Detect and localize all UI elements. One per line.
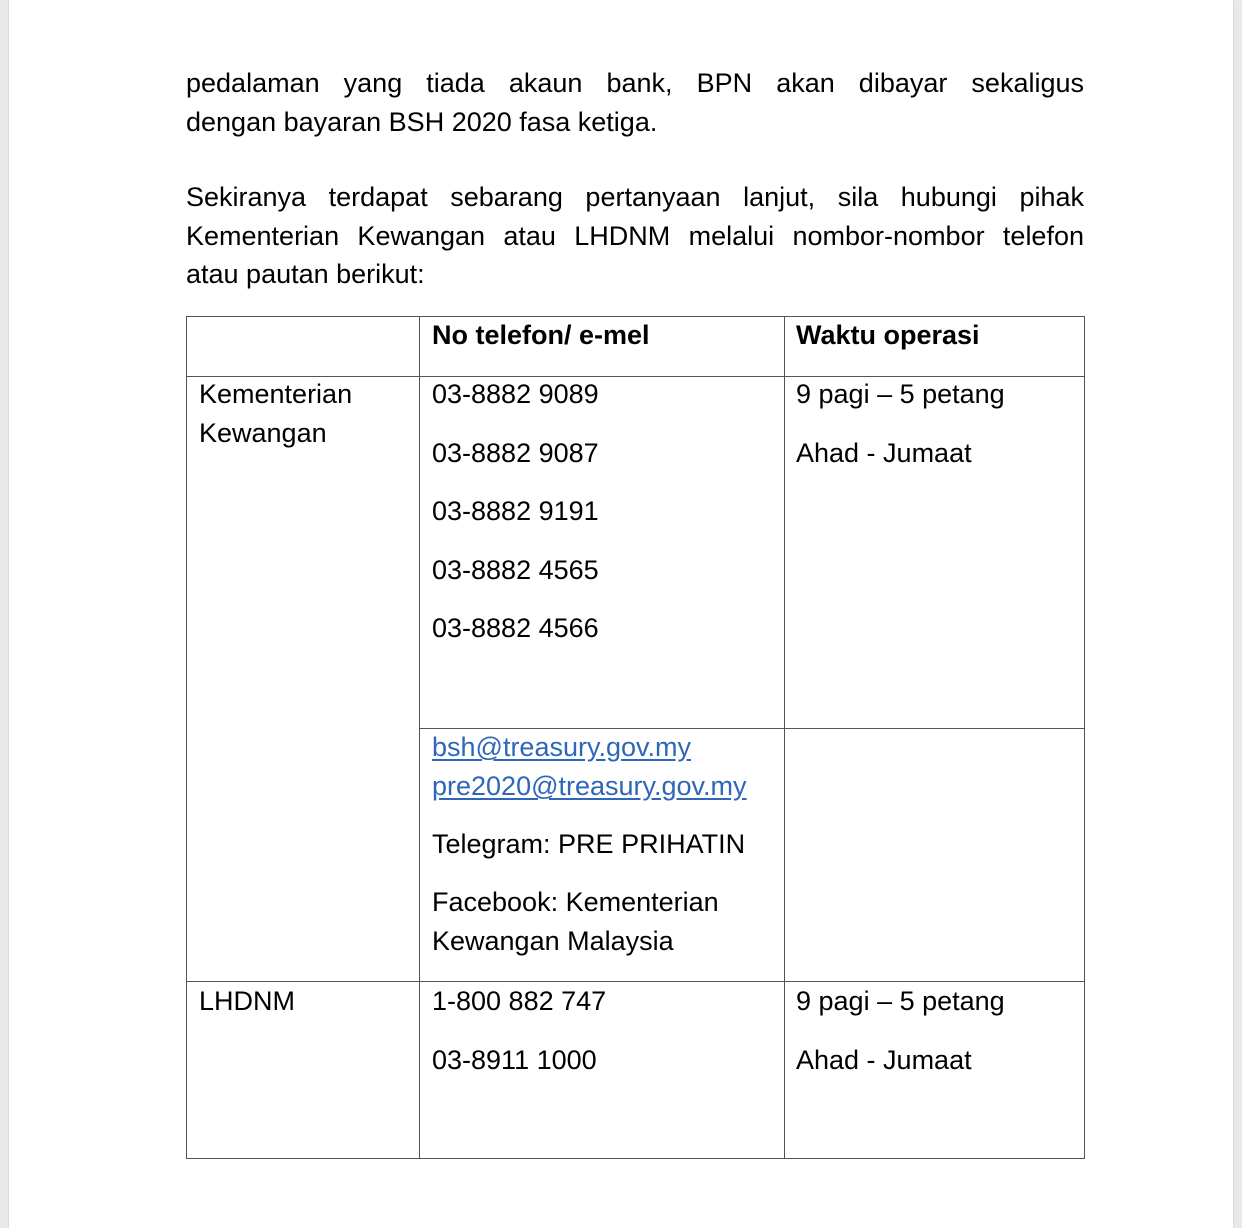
mof-phone-2: 03-8882 9087	[432, 438, 599, 468]
paragraph-line: atau pautan berikut:	[186, 259, 425, 290]
contact-table	[186, 316, 1085, 1159]
mof-name-line2: Kewangan	[199, 418, 327, 448]
paragraph-line: dengan bayaran BSH 2020 fasa ketiga.	[186, 106, 658, 137]
email-link-bsh[interactable]: bsh@treasury.gov.my	[432, 732, 691, 762]
lhdnm-hours-days: Ahad - Jumaat	[796, 1045, 972, 1075]
lhdnm-hours-time: 9 pagi – 5 petang	[796, 986, 1005, 1016]
facebook-contact-line1: Facebook: Kementerian	[432, 887, 719, 917]
mof-phone-5: 03-8882 4566	[432, 613, 599, 643]
paragraph-payment-note	[186, 64, 1084, 141]
email-link-pre2020[interactable]: pre2020@treasury.gov.my	[432, 771, 747, 801]
paragraph-line: pedalaman yang tiada akaun bank, BPN akan dibayar sekaligus	[186, 68, 1084, 98]
lhdnm-name: LHDNM	[199, 986, 296, 1016]
lhdnm-phone-1: 1-800 882 747	[432, 986, 607, 1016]
lhdnm-phone-2: 03-8911 1000	[432, 1045, 597, 1075]
mof-name-line1: Kementerian	[199, 379, 353, 409]
paragraph-line: Kementerian Kewangan atau LHDNM melalui nombor-nombor telefon	[186, 220, 1084, 251]
facebook-contact-line2: Kewangan Malaysia	[432, 926, 674, 956]
mof-phone-1: 03-8882 9089	[432, 379, 599, 409]
table-column-divider	[784, 317, 785, 1158]
paragraph-line: Sekiranya terdapat sebarang pertanyaan lanjut, sila hubungi pihak	[186, 182, 1084, 212]
mof-phone-3: 03-8882 9191	[432, 496, 599, 526]
paragraph-contact-note	[186, 178, 1084, 294]
document-page	[9, 0, 1233, 1228]
mof-phone-4: 03-8882 4565	[432, 555, 599, 585]
telegram-contact: Telegram: PRE PRIHATIN	[432, 829, 746, 859]
mof-hours-days: Ahad - Jumaat	[796, 438, 972, 468]
mof-hours-time: 9 pagi – 5 petang	[796, 379, 1005, 409]
header-contact: No telefon/ e-mel	[432, 320, 650, 350]
header-hours: Waktu operasi	[796, 320, 980, 350]
table-column-divider	[419, 317, 420, 1158]
